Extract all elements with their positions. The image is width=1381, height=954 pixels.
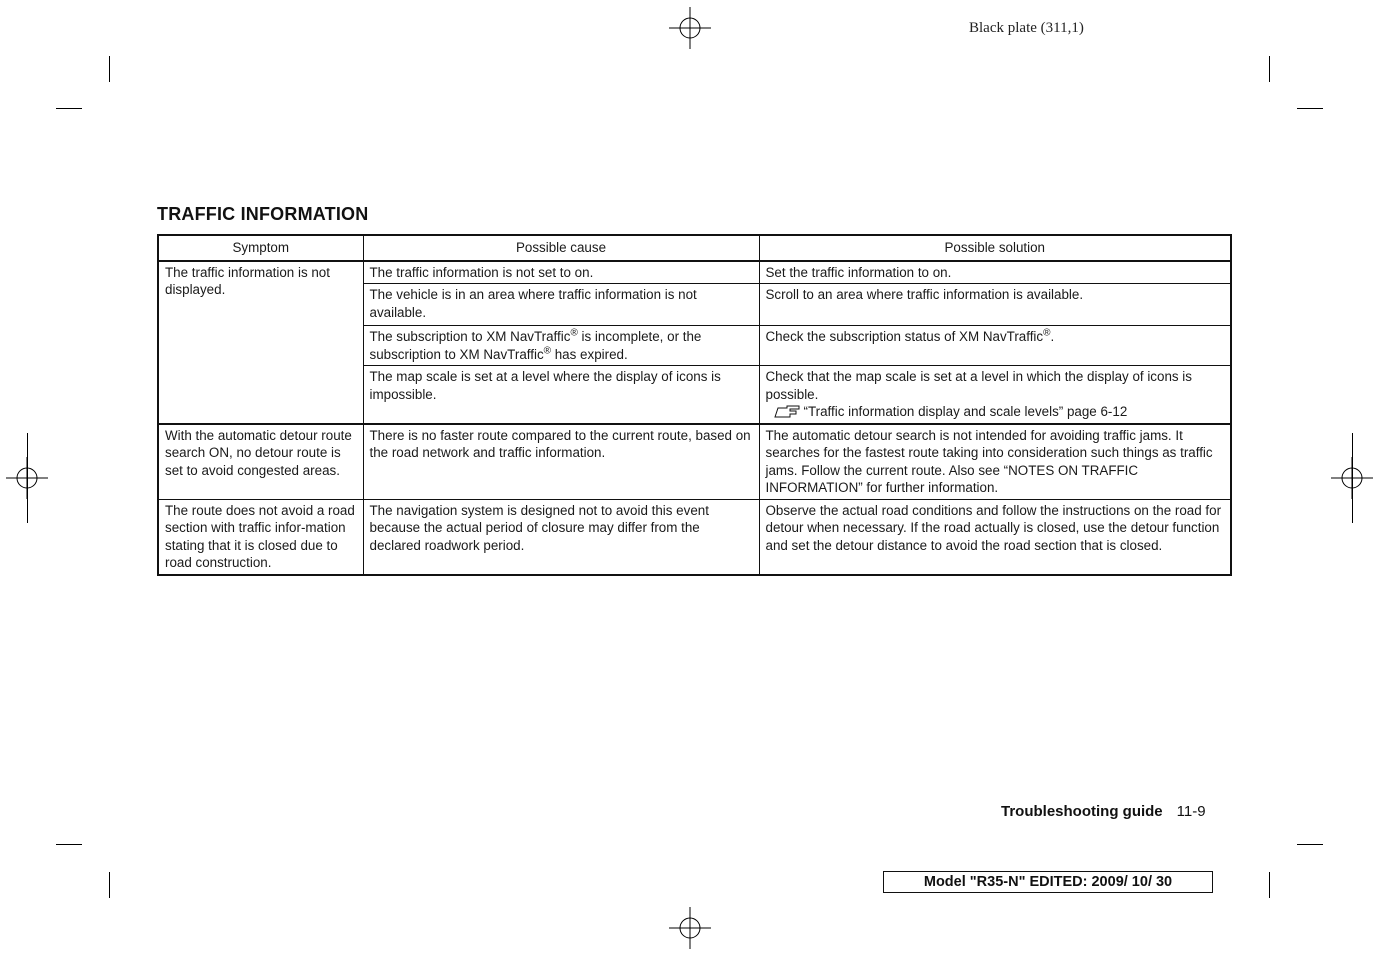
cause-text: has expired. — [551, 346, 628, 362]
registered-mark: ® — [1043, 327, 1051, 339]
crop-mark — [27, 433, 28, 523]
crop-mark — [1297, 844, 1323, 845]
crop-mark — [1269, 56, 1270, 82]
cause-cell: The traffic information is not set to on. — [363, 261, 759, 284]
solution-cell — [759, 366, 1231, 424]
hand-pointer-icon — [774, 405, 800, 419]
table-row — [158, 499, 1231, 575]
cause-text: is incomplete, or the subscription to XM NavTraffic — [369, 329, 702, 362]
table-row — [158, 424, 1231, 500]
solution-cell: Scroll to an area where traffic information is available. — [759, 284, 1231, 326]
cause-cell: There is no faster route compared to the current route, based on the road network and traffic information. — [363, 424, 759, 500]
header-symptom: Symptom — [158, 235, 363, 261]
solution-cell: Observe the actual road conditions and follow the instructions on the road for detour when necessary. If the road actually is closed, use the detour function and set the detour distance to avoid the road section that is closed. — [759, 499, 1231, 575]
crop-mark — [109, 56, 110, 82]
crop-mark — [56, 108, 82, 109]
symptom-cell: The traffic information is not displayed. — [158, 261, 363, 424]
header-possible-cause: Possible cause — [363, 235, 759, 261]
page-reference[interactable] — [766, 403, 1226, 421]
solution-cell: Set the traffic information to on. — [759, 261, 1231, 284]
cause-cell: The map scale is set at a level where the display of icons is impossible. — [363, 366, 759, 424]
reference-text: “Traffic information display and scale levels” page 6-12 — [803, 404, 1128, 419]
solution-cell — [759, 326, 1231, 366]
section-title: TRAFFIC INFORMATION — [157, 204, 369, 224]
model-edited-box: Model "R35-N" EDITED: 2009/ 10/ 30 — [883, 871, 1213, 893]
solution-text: . — [1050, 329, 1055, 344]
registration-mark-icon — [669, 7, 711, 49]
crop-mark — [1297, 108, 1323, 109]
crop-mark — [1269, 872, 1270, 898]
crop-mark — [1352, 433, 1353, 523]
table-row — [158, 261, 1231, 284]
registration-mark-icon — [669, 907, 711, 949]
table-header-row — [158, 235, 1231, 261]
crop-mark — [109, 872, 110, 898]
footer-guide — [1001, 803, 1206, 820]
solution-cell: The automatic detour search is not intended for avoiding traffic jams. It searches for the fastest route taking into consideration such things as traffic jams. Follow the current route. Also see “NOTES ON TRAFFIC INFORMATION” for further information. — [759, 424, 1231, 500]
registered-mark: ® — [570, 327, 578, 339]
cause-text: The subscription to XM NavTraffic — [369, 329, 571, 344]
symptom-cell: With the automatic detour route search ON, no detour route is set to avoid congested areas. — [158, 424, 363, 500]
crop-mark — [56, 844, 82, 845]
plate-label: Black plate (311,1) — [969, 20, 1084, 36]
solution-text: Check the subscription status of XM NavTraffic — [765, 329, 1044, 344]
registered-mark: ® — [543, 345, 552, 357]
cause-cell: The vehicle is in an area where traffic information is not available. — [363, 284, 759, 326]
page-number: 11-9 — [1176, 803, 1206, 820]
cause-cell — [363, 326, 759, 366]
cause-cell: The navigation system is designed not to avoid this event because the actual period of closure may differ from the declared roadwork period. — [363, 499, 759, 575]
header-possible-solution: Possible solution — [759, 235, 1231, 261]
guide-label: Troubleshooting guide — [1001, 803, 1163, 820]
symptom-cell: The route does not avoid a road section with traffic infor-mation stating that it is closed due to road construction. — [158, 499, 363, 575]
solution-text: Check that the map scale is set at a level in which the display of icons is possible. — [765, 369, 1192, 402]
troubleshooting-table — [157, 234, 1232, 576]
